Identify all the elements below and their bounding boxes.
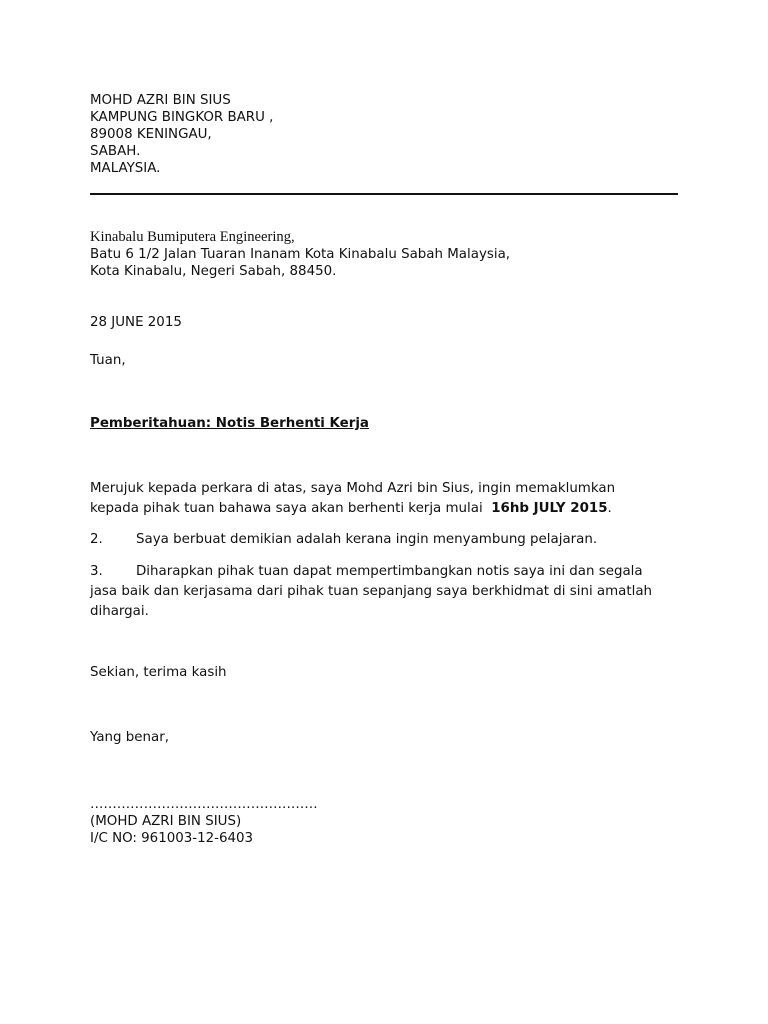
resignation-date: 16hb JULY 2015 bbox=[491, 501, 608, 516]
recipient-address bbox=[90, 229, 510, 280]
paragraph-1-period: . bbox=[607, 501, 612, 516]
paragraph-2-number: 2. bbox=[90, 532, 103, 547]
paragraph-3-line-2: jasa baik dan kerjasama dari pihak tuan sepanjang saya berkhidmat di sini amatlah bbox=[90, 584, 653, 599]
closing-text: Sekian, terima kasih bbox=[90, 665, 227, 680]
paragraph-1 bbox=[90, 479, 680, 519]
recipient-address-line-1: Batu 6 1/2 Jalan Tuaran Inanam Kota Kinabalu Sabah Malaysia, bbox=[90, 247, 511, 262]
sender-line: MALAYSIA. bbox=[90, 161, 161, 176]
sender-line: 89008 KENINGAU, bbox=[90, 127, 212, 142]
paragraph-2-text: Saya berbuat demikian adalah kerana ingin menyambung pelajaran. bbox=[136, 532, 598, 547]
sender-line: SABAH. bbox=[90, 144, 141, 159]
sender-line: MOHD AZRI BIN SIUS bbox=[90, 93, 231, 108]
paragraph-1-line-2 bbox=[90, 499, 680, 519]
signatory-name: (MOHD AZRI BIN SIUS) bbox=[90, 814, 242, 829]
paragraph-3-number: 3. bbox=[90, 564, 103, 579]
recipient-address-line-2: Kota Kinabalu, Negeri Sabah, 88450. bbox=[90, 264, 337, 279]
sender-line: KAMPUNG BINGKOR BARU , bbox=[90, 110, 274, 125]
paragraph-3-line-3: dihargai. bbox=[90, 604, 149, 619]
signature-line: …………………………………………… bbox=[90, 797, 318, 812]
letter-date: 28 JUNE 2015 bbox=[90, 315, 182, 330]
paragraph-1-text: kepada pihak tuan bahawa saya akan berhenti kerja mulai bbox=[90, 501, 492, 516]
signature-block bbox=[90, 796, 318, 847]
sign-off: Yang benar, bbox=[90, 730, 169, 745]
paragraph-3-line-1 bbox=[90, 562, 680, 582]
paragraph-1-line-1: Merujuk kepada perkara di atas, saya Mohd Azri bin Sius, ingin memaklumkan bbox=[90, 481, 616, 496]
recipient-company: Kinabalu Bumiputera Engineering, bbox=[90, 229, 295, 245]
paragraph-3 bbox=[90, 562, 680, 622]
sender-address bbox=[90, 92, 273, 177]
paragraph-2 bbox=[90, 530, 680, 550]
letter-subject: Pemberitahuan: Notis Berhenti Kerja bbox=[90, 416, 369, 431]
salutation: Tuan, bbox=[90, 353, 126, 368]
header-divider bbox=[90, 193, 678, 195]
paragraph-3-text: Diharapkan pihak tuan dapat mempertimbangkan notis saya ini dan segala bbox=[136, 564, 643, 579]
ic-number: I/C NO: 961003-12-6403 bbox=[90, 831, 254, 846]
